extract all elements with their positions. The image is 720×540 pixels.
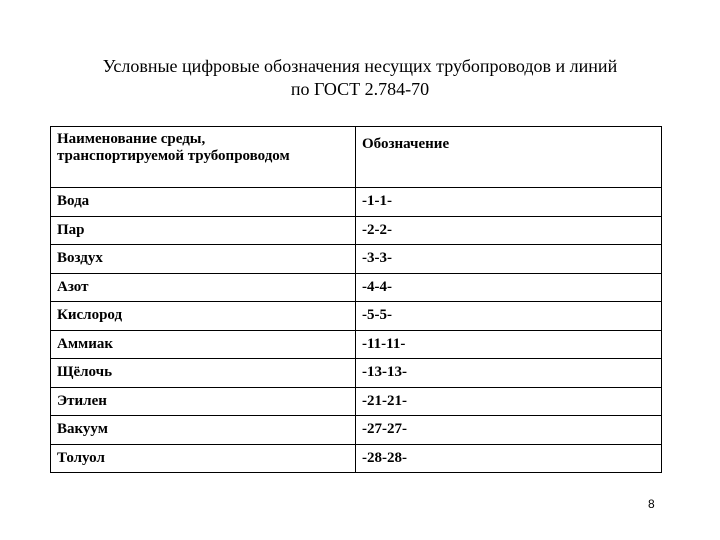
- header-designation: Обозначение: [356, 127, 662, 188]
- title-line-1: Условные цифровые обозначения несущих трубопроводов и линий: [102, 56, 618, 76]
- table-row: [51, 245, 662, 274]
- medium-cell: Вода: [51, 188, 356, 217]
- designation-cell: -2-2-: [356, 216, 662, 245]
- table-row: [51, 302, 662, 331]
- table-row: [51, 387, 662, 416]
- table-row: [51, 444, 662, 473]
- header-medium: [51, 127, 356, 188]
- designation-cell: -11-11-: [356, 330, 662, 359]
- designation-cell: -27-27-: [356, 416, 662, 445]
- medium-cell: Воздух: [51, 245, 356, 274]
- page-title: [0, 55, 720, 101]
- designation-cell: -5-5-: [356, 302, 662, 331]
- medium-cell: Кислород: [51, 302, 356, 331]
- medium-cell: Аммиак: [51, 330, 356, 359]
- medium-cell: Этилен: [51, 387, 356, 416]
- designation-table: [50, 126, 662, 473]
- table-row: [51, 416, 662, 445]
- medium-cell: Азот: [51, 273, 356, 302]
- table-row: [51, 359, 662, 388]
- medium-cell: Вакуум: [51, 416, 356, 445]
- header-medium-line-2: транспортируемой трубопроводом: [57, 148, 290, 164]
- table-header-row: [51, 127, 662, 188]
- designation-cell: -4-4-: [356, 273, 662, 302]
- designation-cell: -28-28-: [356, 444, 662, 473]
- medium-cell: Пар: [51, 216, 356, 245]
- designation-cell: -1-1-: [356, 188, 662, 217]
- table-row: [51, 216, 662, 245]
- medium-cell: Толуол: [51, 444, 356, 473]
- page-number: 8: [648, 497, 655, 511]
- designation-cell: -21-21-: [356, 387, 662, 416]
- designation-cell: -13-13-: [356, 359, 662, 388]
- designation-cell: -3-3-: [356, 245, 662, 274]
- title-line-2: по ГОСТ 2.784-70: [290, 79, 430, 99]
- medium-cell: Щёлочь: [51, 359, 356, 388]
- table-row: [51, 188, 662, 217]
- header-medium-line-1: Наименование среды,: [57, 131, 206, 147]
- table-row: [51, 273, 662, 302]
- table-row: [51, 330, 662, 359]
